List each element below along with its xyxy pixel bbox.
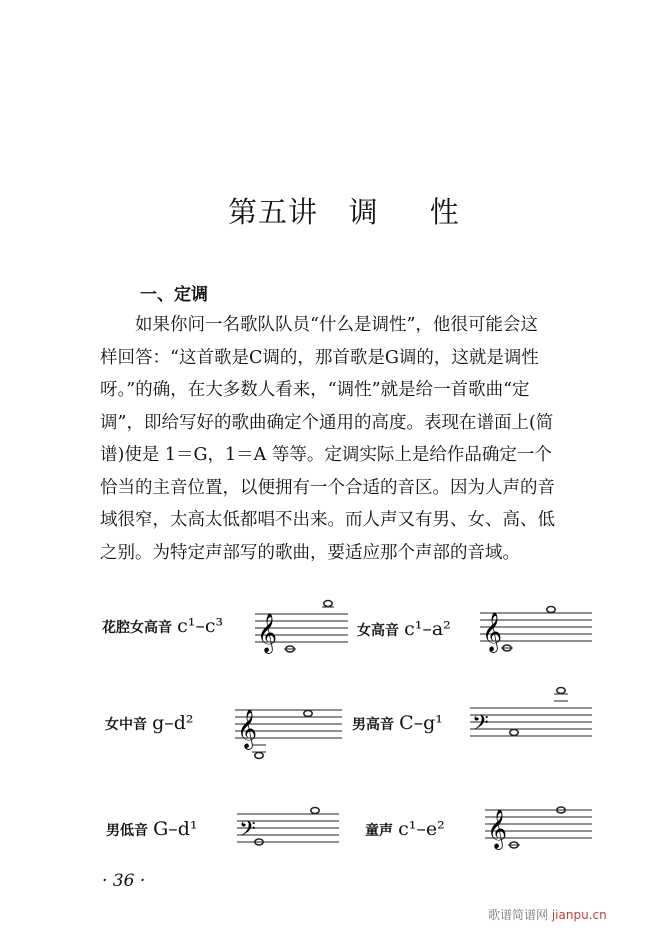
- range-notation: g–d²: [152, 712, 194, 734]
- bass-clef-icon: 𝄢: [239, 817, 256, 847]
- voice-range-label: [105, 712, 194, 734]
- range-notation: c¹–a²: [404, 618, 451, 640]
- paragraph-line: 样回答：“这首歌是C调的，那首歌是G调的，这就是调性: [100, 347, 539, 368]
- paragraph-line: 呀。”的确，在大多数人看来，“调性”就是给一首歌曲“定: [100, 380, 530, 400]
- note-head: [547, 607, 555, 613]
- voice-name: 女中音: [105, 717, 147, 733]
- voice-name: 花腔女高音: [102, 620, 172, 636]
- treble-staff: [485, 800, 595, 855]
- voice-range-label: [365, 818, 445, 840]
- paragraph-line: 如果你问一名歌队队员“什么是调性”，他很可能会这: [135, 315, 538, 335]
- watermark: [488, 906, 607, 923]
- treble-staff: [480, 603, 595, 658]
- watermark-site: 歌谱简谱网: [488, 908, 549, 922]
- treble-clef-icon: 𝄞: [257, 613, 278, 653]
- note-head: [324, 601, 332, 607]
- treble-clef-icon: 𝄞: [237, 709, 258, 749]
- note-head: [557, 688, 565, 694]
- treble-clef-icon: 𝄞: [482, 612, 503, 652]
- page-number: · 36 ·: [102, 871, 146, 891]
- voice-range-label: [102, 615, 223, 637]
- voice-name: 男高音: [352, 717, 394, 733]
- paragraph-line: 域很窄，太高太低都唱不出来。而人声又有男、女、高、低: [100, 510, 555, 530]
- treble-clef-icon: 𝄞: [487, 809, 508, 849]
- voice-range-label: [357, 618, 451, 640]
- page-title: 第五讲 调 性: [228, 195, 460, 229]
- range-notation: G–d¹: [153, 818, 198, 840]
- section-heading: 一、定调: [140, 285, 208, 305]
- paragraph-line: 谱)使是 1＝G，1＝A 等等。定调实际上是给作品确定一个: [100, 445, 552, 465]
- bass-clef-icon: 𝄢: [472, 711, 489, 741]
- note-head: [304, 711, 312, 717]
- note-head: [255, 753, 263, 759]
- note-head: [510, 730, 518, 736]
- paragraph-line: 调”，即给写好的歌曲确定个通用的高度。表现在谱面上(简: [100, 412, 554, 433]
- bass-staff: [237, 800, 342, 850]
- voice-range-label: [106, 818, 198, 840]
- treble-staff: [255, 604, 350, 654]
- paragraph-line: 之别。为特定声部写的歌曲，要适应那个声部的音域。: [100, 542, 520, 563]
- watermark-url: jianpu.cn: [551, 908, 607, 922]
- voice-range-label: [352, 712, 443, 734]
- paragraph-line: 恰当的主音位置，以便拥有一个合适的音区。因为人声的音: [100, 477, 555, 498]
- range-notation: c¹–c³: [177, 615, 224, 637]
- treble-staff: [235, 700, 345, 765]
- range-notation: C–g¹: [399, 712, 443, 734]
- bass-staff: [470, 694, 595, 744]
- voice-name: 男低音: [106, 823, 148, 839]
- voice-name: 女高音: [357, 623, 399, 639]
- note-head: [311, 808, 319, 814]
- body-paragraph: [100, 309, 595, 569]
- voice-name: 童声: [365, 823, 393, 839]
- range-notation: c¹–e²: [398, 818, 445, 840]
